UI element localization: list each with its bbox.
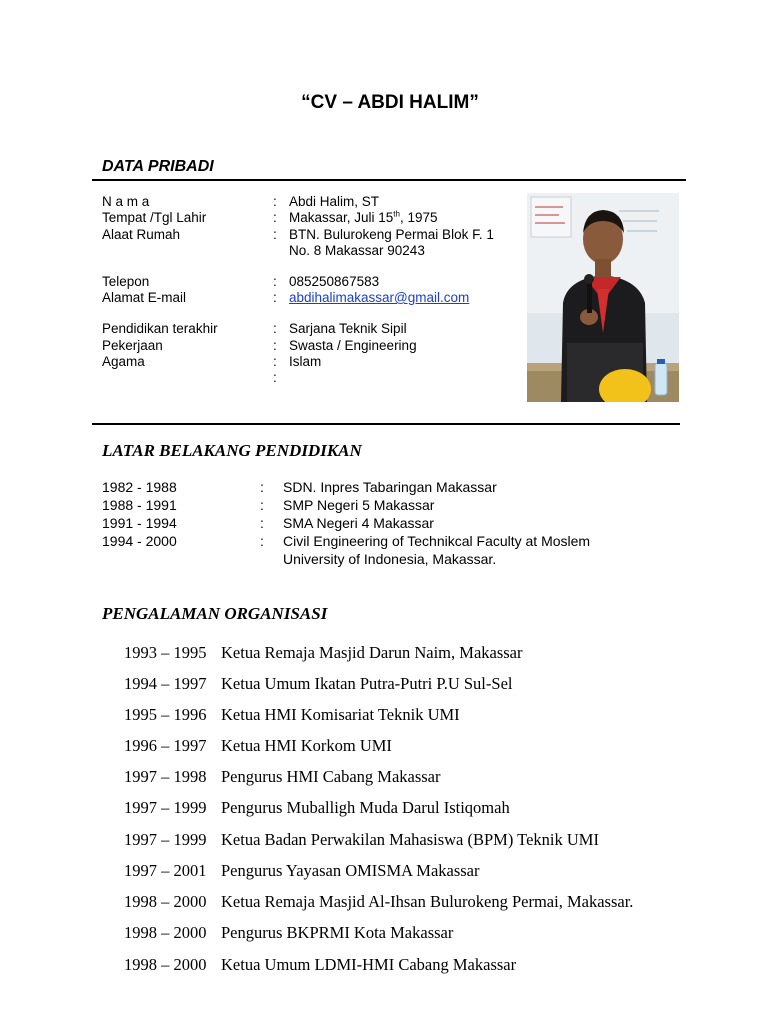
organization-role: Ketua HMI Korkom UMI (221, 736, 392, 755)
education-school: SMA Negeri 4 Makassar (283, 515, 434, 531)
field-colon: : (273, 370, 277, 385)
organization-row (124, 861, 480, 881)
organization-role: Pengurus BKPRMI Kota Makassar (221, 923, 454, 942)
field-colon: : (273, 210, 277, 225)
organization-row (124, 736, 392, 756)
organization-role: Ketua Remaja Masjid Darun Naim, Makassar (221, 643, 523, 662)
field-label: Telepon (102, 274, 150, 289)
profile-photo-illustration (527, 193, 679, 402)
organization-role: Ketua Remaja Masjid Al-Ihsan Bulurokeng Permai, Makassar. (221, 892, 634, 911)
field-colon: : (273, 227, 277, 242)
education-colon: : (260, 497, 264, 513)
organization-years: 1997 – 1998 (124, 767, 207, 786)
education-school-cont: University of Indonesia, Makassar. (283, 551, 497, 567)
field-value: BTN. Bulurokeng Permai Blok F. 1 (289, 227, 494, 242)
section-rule-bottom (92, 423, 680, 425)
organization-row (124, 955, 516, 975)
organization-role: Ketua Badan Perwakilan Mahasiswa (BPM) Teknik UMI (221, 830, 599, 849)
organization-row (124, 923, 453, 943)
organization-row (124, 674, 512, 694)
field-value: Islam (289, 354, 322, 369)
organization-years: 1997 – 1999 (124, 830, 207, 849)
field-label: Pekerjaan (102, 338, 163, 353)
education-years: 1982 - 1988 (102, 479, 177, 495)
field-label: Alaat Rumah (102, 227, 181, 242)
field-colon: : (273, 354, 277, 369)
education-colon: : (260, 533, 264, 549)
organization-row (124, 892, 633, 912)
organization-years: 1998 – 2000 (124, 892, 207, 911)
education-colon: : (260, 479, 264, 495)
value-part: , 1975 (399, 210, 438, 225)
organization-role: Pengurus Yayasan OMISMA Makassar (221, 861, 480, 880)
field-label: Tempat /Tgl Lahir (102, 210, 207, 225)
field-value: Swasta / Engineering (289, 338, 417, 353)
field-label: Pendidikan terakhir (102, 321, 218, 336)
section-heading-pendidikan: LATAR BELAKANG PENDIDIKAN (102, 441, 362, 460)
organization-role: Ketua Umum LDMI-HMI Cabang Makassar (221, 955, 517, 974)
field-value: 085250867583 (289, 274, 380, 289)
field-label: N a m a (102, 194, 150, 209)
page-title: “CV – ABDI HALIM” (301, 92, 479, 113)
organization-row (124, 767, 441, 787)
organization-role: Pengurus HMI Cabang Makassar (221, 767, 441, 786)
field-value: Abdi Halim, ST (289, 194, 380, 209)
field-colon: : (273, 338, 277, 353)
organization-row (124, 705, 460, 725)
organization-years: 1998 – 2000 (124, 923, 207, 942)
organization-years: 1997 – 2001 (124, 861, 207, 880)
email-link[interactable]: abdihalimakassar@gmail.com (289, 290, 470, 305)
organization-years: 1995 – 1996 (124, 705, 207, 724)
education-years: 1991 - 1994 (102, 515, 177, 531)
education-colon: : (260, 515, 264, 531)
field-colon: : (273, 290, 277, 305)
field-colon: : (273, 321, 277, 336)
organization-years: 1996 – 1997 (124, 736, 207, 755)
field-colon: : (273, 194, 277, 209)
field-colon: : (273, 274, 277, 289)
field-value: Sarjana Teknik Sipil (289, 321, 407, 336)
organization-years: 1993 – 1995 (124, 643, 207, 662)
organization-years: 1998 – 2000 (124, 955, 207, 974)
education-years: 1988 - 1991 (102, 497, 177, 513)
organization-role: Pengurus Muballigh Muda Darul Istiqomah (221, 798, 510, 817)
organization-row (124, 798, 510, 818)
organization-row (124, 830, 599, 850)
field-label: Agama (102, 354, 145, 369)
organization-years: 1994 – 1997 (124, 674, 207, 693)
education-years: 1994 - 2000 (102, 533, 177, 549)
section-rule-top (92, 179, 686, 181)
education-school: Civil Engineering of Technikcal Faculty at Moslem (283, 533, 591, 549)
organization-years: 1997 – 1999 (124, 798, 207, 817)
section-heading-data-pribadi: DATA PRIBADI (102, 158, 214, 175)
education-school: SMP Negeri 5 Makassar (283, 497, 435, 513)
organization-role: Ketua HMI Komisariat Teknik UMI (221, 705, 460, 724)
organization-role: Ketua Umum Ikatan Putra-Putri P.U Sul-Sel (221, 674, 513, 693)
field-value: No. 8 Makassar 90243 (289, 243, 425, 258)
field-value (289, 210, 438, 226)
field-label: Alamat E-mail (102, 290, 187, 305)
profile-photo (527, 193, 679, 402)
education-school: SDN. Inpres Tabaringan Makassar (283, 479, 497, 495)
section-heading-organisasi: PENGALAMAN ORGANISASI (102, 604, 328, 623)
ordinal-suffix: th (393, 209, 400, 219)
value-part: Makassar, Juli 15 (289, 210, 394, 225)
organization-row (124, 643, 523, 663)
